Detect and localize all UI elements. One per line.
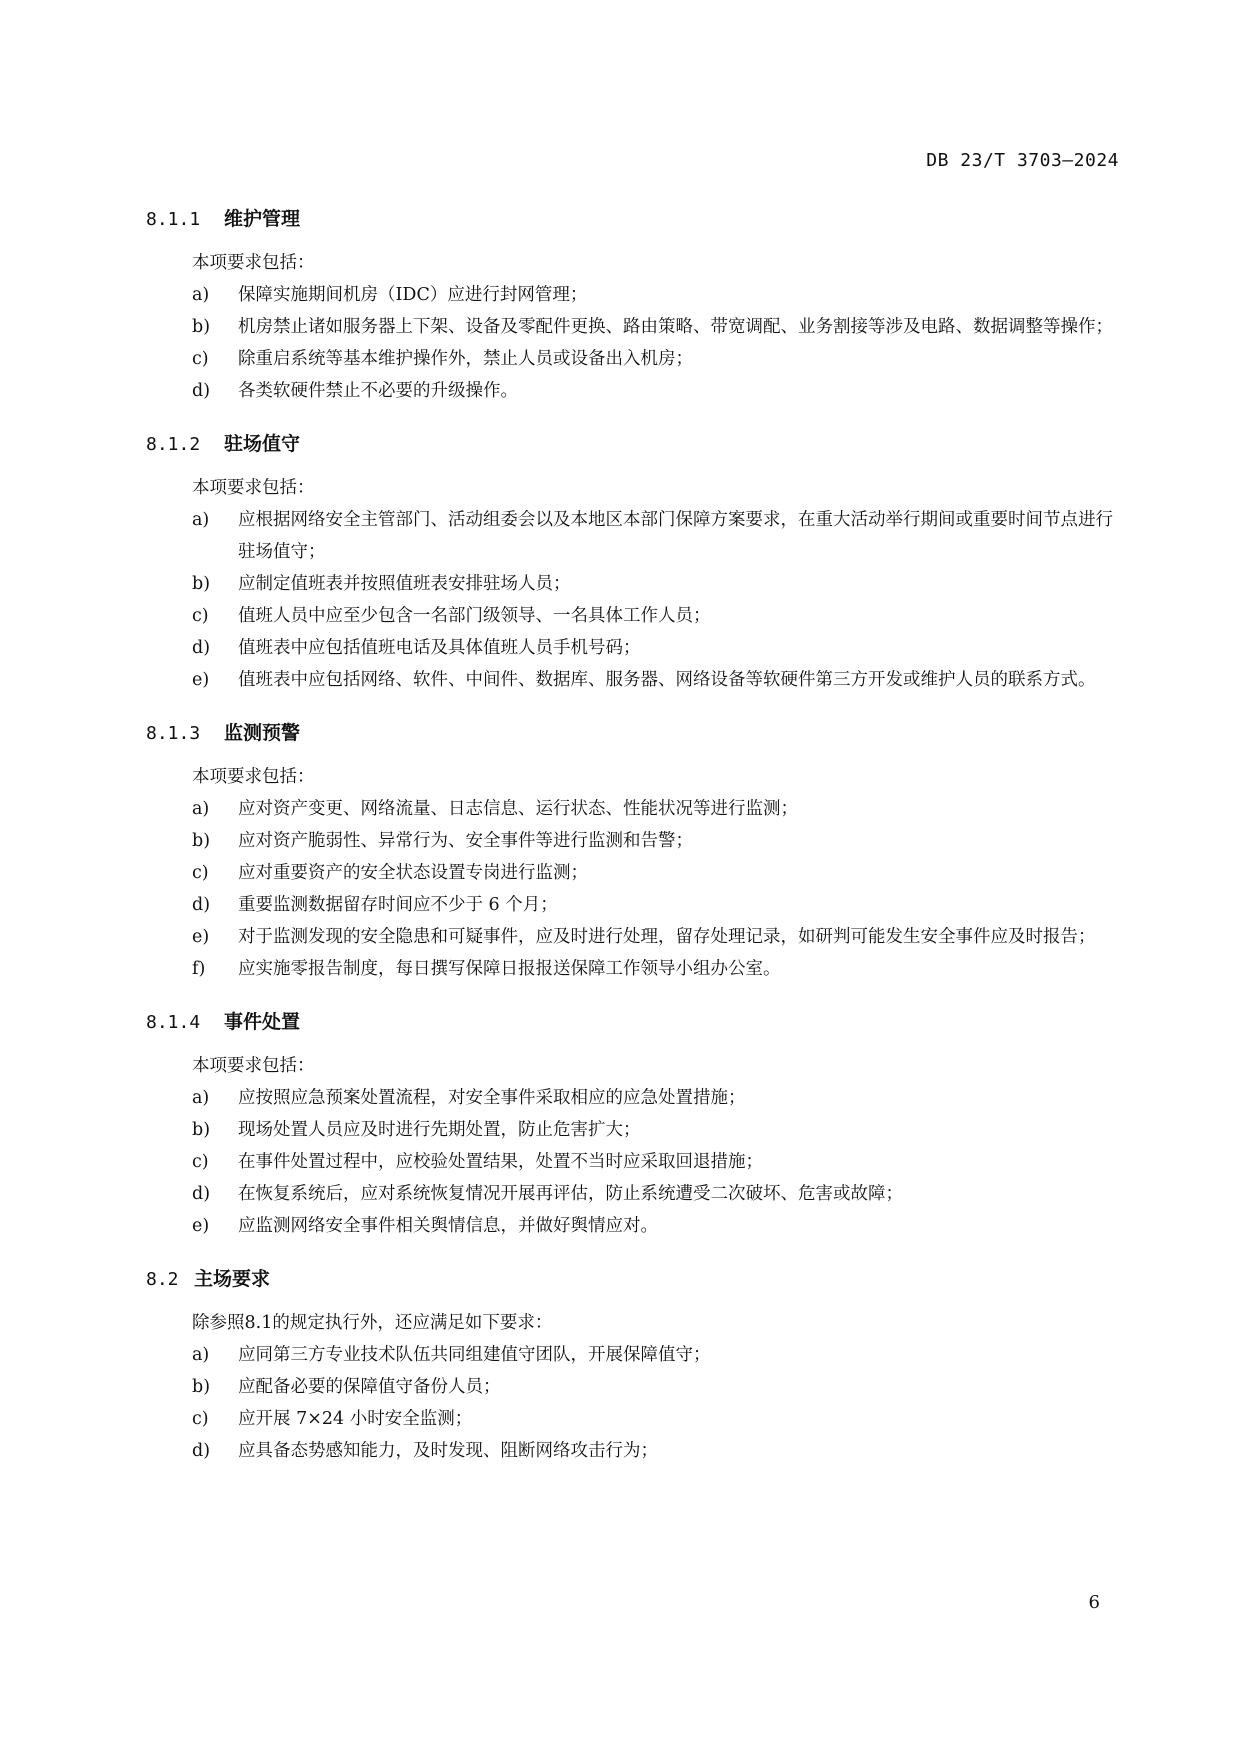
list-item: [146, 1178, 1126, 1210]
section-number: 8.1.3: [146, 723, 201, 744]
section-title: 事件处置: [224, 1011, 301, 1033]
list-item: [146, 793, 1126, 825]
list-item: [146, 1210, 1126, 1242]
item-marker: d): [192, 1441, 211, 1461]
item-marker: f): [192, 959, 206, 979]
document-body: [146, 204, 1126, 1489]
section-intro: 本项要求包括：: [192, 1056, 315, 1076]
item-text: 在事件处置过程中，应校验处置结果，处置不当时应采取回退措施；: [238, 1152, 763, 1172]
item-text: 应对资产变更、网络流量、日志信息、运行状态、性能状况等进行监测；: [238, 799, 798, 819]
item-text: 值班表中应包括网络、软件、中间件、数据库、服务器、网络设备等软硬件第三方开发或维护人员的联系方式。: [238, 670, 1096, 690]
list-item: [146, 1435, 1126, 1467]
section-number: 8.2: [146, 1269, 179, 1290]
list-item: [146, 1371, 1126, 1403]
section-heading: [146, 718, 1126, 742]
section-heading: [146, 1264, 1126, 1288]
list-item: [146, 1146, 1126, 1178]
item-text: 应配备必要的保障值守备份人员；: [238, 1377, 501, 1397]
list-item: [146, 889, 1126, 921]
item-marker: e): [192, 670, 210, 690]
item-text: 各类软硬件禁止不必要的升级操作。: [238, 381, 518, 401]
item-text: 应实施零报告制度，每日撰写保障日报报送保障工作领导小组办公室。: [238, 959, 781, 979]
section-intro: 本项要求包括：: [192, 478, 315, 498]
requirement-list: [146, 1082, 1126, 1242]
list-item: [146, 1082, 1126, 1114]
item-text: 对于监测发现的安全隐患和可疑事件，应及时进行处理，留存处理记录，如研判可能发生安全事件应及时报告；: [238, 927, 1096, 947]
item-text: 现场处置人员应及时进行先期处置，防止危害扩大；: [238, 1120, 641, 1140]
item-text: 除重启系统等基本维护操作外，禁止人员或设备出入机房；: [238, 349, 693, 369]
section-8-1-2: [146, 429, 1126, 696]
item-marker: c): [192, 863, 209, 883]
item-marker: c): [192, 606, 209, 626]
list-item: [146, 921, 1126, 953]
section-8-1-1: [146, 204, 1126, 407]
section-8-1-3: [146, 718, 1126, 985]
item-marker: d): [192, 1184, 211, 1204]
item-marker: d): [192, 381, 211, 401]
item-text: 应对资产脆弱性、异常行为、安全事件等进行监测和告警；: [238, 831, 693, 851]
standard-code: DB 23/T 3703—2024: [926, 150, 1119, 171]
section-8-1-4: [146, 1007, 1126, 1242]
item-marker: a): [192, 285, 210, 305]
item-text: 应对重要资产的安全状态设置专岗进行监测；: [238, 863, 588, 883]
item-marker: d): [192, 895, 211, 915]
section-title: 驻场值守: [224, 433, 301, 455]
item-text: 机房禁止诸如服务器上下架、设备及零配件更换、路由策略、带宽调配、业务割接等涉及电路、数据调整等操作；: [238, 317, 1113, 337]
item-text: 值班人员中应至少包含一名部门级领导、一名具体工作人员；: [238, 606, 711, 626]
item-text: 应监测网络安全事件相关舆情信息，并做好舆情应对。: [238, 1216, 658, 1236]
section-title: 维护管理: [224, 208, 301, 230]
list-item: [146, 343, 1126, 375]
requirement-list: [146, 504, 1126, 696]
page-number: 6: [1088, 1592, 1100, 1613]
section-number: 8.1.2: [146, 434, 201, 455]
list-item: [146, 1114, 1126, 1146]
section-heading: [146, 1007, 1126, 1031]
item-text: 重要监测数据留存时间应不少于 6 个月；: [238, 895, 558, 915]
section-number: 8.1.1: [146, 209, 201, 230]
section-heading: [146, 204, 1126, 228]
section-title: 主场要求: [194, 1268, 271, 1290]
item-text: 应按照应急预案处置流程，对安全事件采取相应的应急处置措施；: [238, 1088, 746, 1108]
item-text: 值班表中应包括值班电话及具体值班人员手机号码；: [238, 638, 641, 658]
section-intro: 本项要求包括：: [192, 767, 315, 787]
item-marker: b): [192, 574, 211, 594]
section-heading: [146, 429, 1126, 453]
section-number: 8.1.4: [146, 1012, 201, 1033]
list-item: [146, 1403, 1126, 1435]
list-item: [146, 568, 1126, 600]
list-item: [146, 311, 1126, 343]
list-item: [146, 1339, 1126, 1371]
item-marker: b): [192, 1377, 211, 1397]
item-text: 应开展 7×24 小时安全监测；: [238, 1409, 473, 1429]
item-marker: e): [192, 927, 210, 947]
item-marker: b): [192, 831, 211, 851]
item-text: 应根据网络安全主管部门、活动组委会以及本地区本部门保障方案要求，在重大活动举行期间或重要时间节点进行驻场值守；: [238, 510, 1113, 562]
section-title: 监测预警: [224, 722, 301, 744]
item-text: 在恢复系统后，应对系统恢复情况开展再评估，防止系统遭受二次破坏、危害或故障；: [238, 1184, 903, 1204]
item-marker: c): [192, 1409, 209, 1429]
item-marker: d): [192, 638, 211, 658]
item-marker: b): [192, 317, 211, 337]
item-marker: b): [192, 1120, 211, 1140]
requirement-list: [146, 793, 1126, 985]
section-8-2: [146, 1264, 1126, 1467]
section-intro: 除参照8.1的规定执行外，还应满足如下要求：: [192, 1313, 553, 1333]
item-marker: a): [192, 510, 210, 530]
list-item: [146, 375, 1126, 407]
list-item: [146, 632, 1126, 664]
item-marker: a): [192, 1345, 210, 1365]
item-text: 应制定值班表并按照值班表安排驻场人员；: [238, 574, 571, 594]
item-marker: a): [192, 1088, 210, 1108]
item-marker: e): [192, 1216, 210, 1236]
list-item: [146, 600, 1126, 632]
requirement-list: [146, 1339, 1126, 1467]
item-marker: a): [192, 799, 210, 819]
list-item: [146, 953, 1126, 985]
item-text: 保障实施期间机房（IDC）应进行封网管理；: [238, 285, 588, 305]
list-item: [146, 504, 1126, 568]
list-item: [146, 279, 1126, 311]
list-item: [146, 825, 1126, 857]
list-item: [146, 857, 1126, 889]
item-text: 应同第三方专业技术队伍共同组建值守团队，开展保障值守；: [238, 1345, 711, 1365]
requirement-list: [146, 279, 1126, 407]
item-text: 应具备态势感知能力，及时发现、阻断网络攻击行为；: [238, 1441, 658, 1461]
item-marker: c): [192, 1152, 209, 1172]
list-item: [146, 664, 1126, 696]
section-intro: 本项要求包括：: [192, 253, 315, 273]
item-marker: c): [192, 349, 209, 369]
